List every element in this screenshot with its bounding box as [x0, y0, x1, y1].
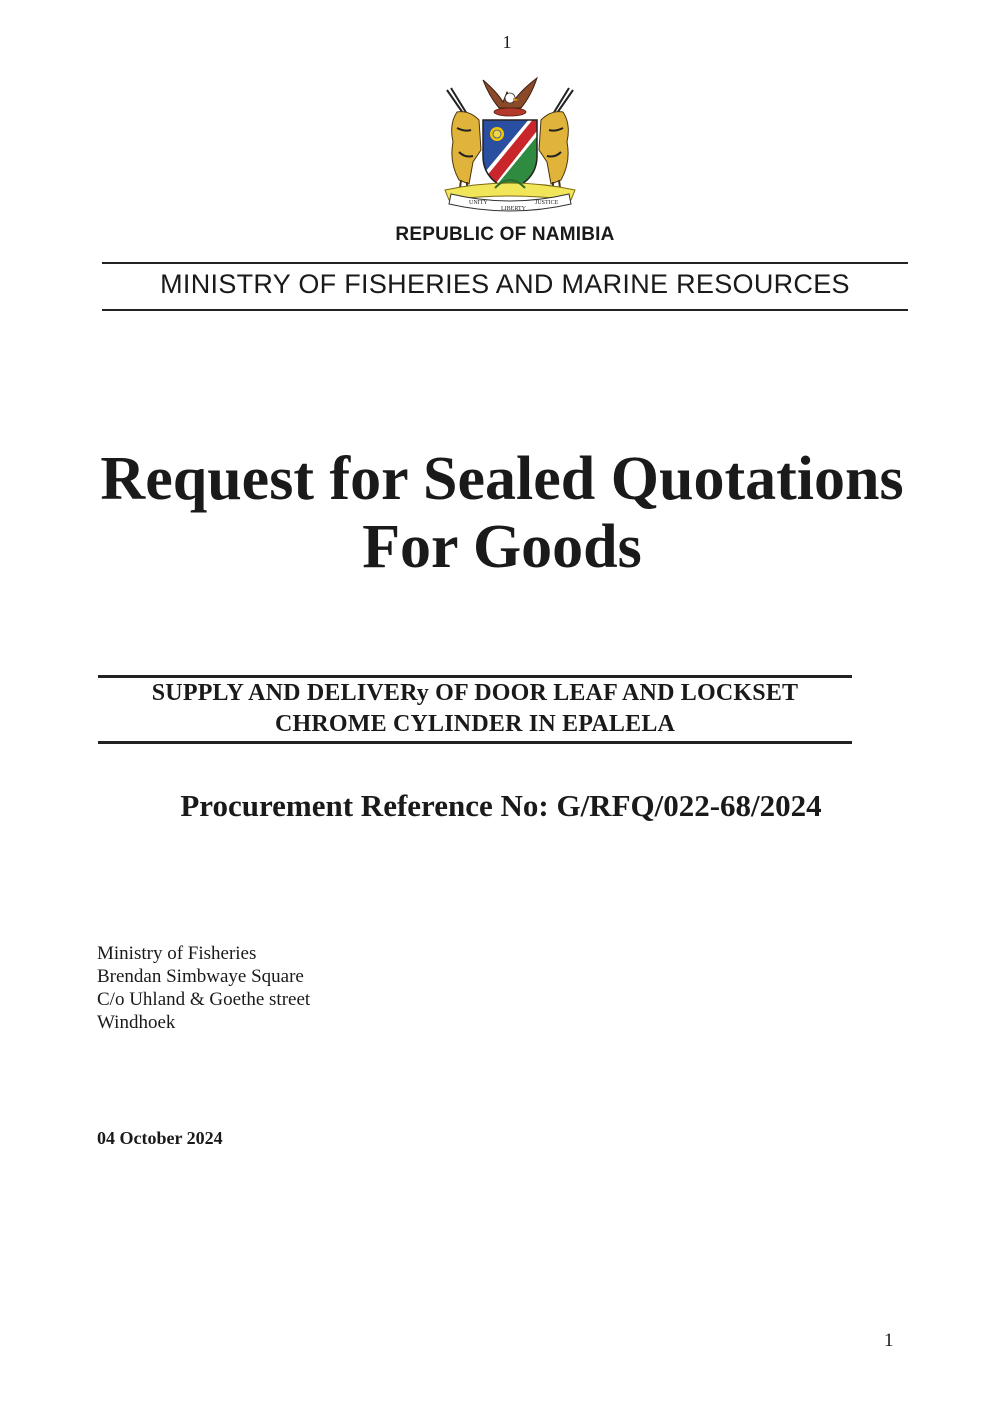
procurement-reference: Procurement Reference No: G/RFQ/022-68/2024: [180, 788, 822, 823]
document-date: 04 October 2024: [97, 1128, 223, 1148]
page-number-bottom: 1: [884, 1330, 894, 1351]
address-line: Ministry of Fisheries: [97, 943, 257, 964]
motto-justice: JUSTICE: [535, 200, 559, 206]
subject-bottom-rule: [98, 741, 852, 744]
ministry-label: MINISTRY OF FISHERIES AND MARINE RESOURCES: [160, 269, 850, 299]
title-line-2: For Goods: [362, 513, 642, 581]
motto-liberty: LIBERTY: [501, 206, 526, 212]
address-line: Brendan Simbwaye Square: [97, 966, 304, 987]
subject-heading: [98, 678, 852, 740]
address-block: [97, 942, 310, 1034]
title-line-1: Request for Sealed Quotations: [100, 445, 904, 513]
page-number-top: 1: [502, 32, 512, 52]
document-title: [0, 445, 1000, 581]
subject-line-1: SUPPLY AND DELIVERy OF DOOR LEAF AND LOCKSET: [151, 680, 799, 706]
address-line: C/o Uhland & Goethe street: [97, 989, 311, 1010]
motto-unity: UNITY: [469, 200, 488, 206]
oryx-right: [539, 88, 573, 196]
address-line: Windhoek: [97, 1012, 176, 1033]
ministry-bottom-rule: [102, 309, 908, 311]
republic-label: REPUBLIC OF NAMIBIA: [395, 224, 615, 245]
subject-line-2: CHROME CYLINDER IN EPALELA: [274, 711, 676, 737]
eagle-crest: [483, 78, 537, 116]
oryx-left: [447, 88, 481, 196]
coat-of-arms-namibia-icon: [435, 72, 585, 217]
